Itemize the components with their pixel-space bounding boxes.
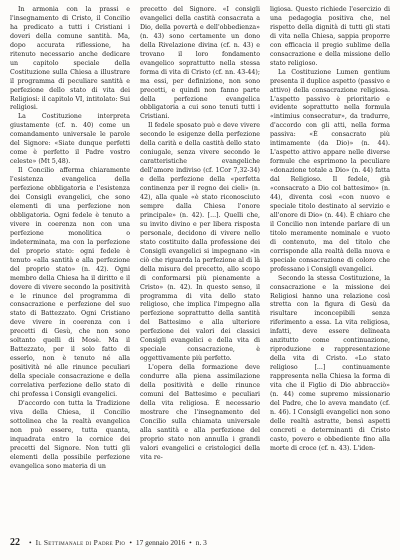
column-1 <box>10 6 130 526</box>
paragraph: precetto del Signore. «I consigli evangelici della castità consacrata a Dio, della povertà e dell'obbedienza» (n. 43) sono certamente un dono della Rivelazione divina (cf. n. 43) e trovano il loro fondamento evangelico soprattutto nella stessa forma di vita di Cristo (cf. nn. 43-44); ma essi, per definizione, non sono precetti, e quindi non fanno parte della perfezione evangelica obbligatoria a cui sono tenuti tutti i Cristiani. <box>140 6 260 121</box>
paragraph: Secondo la stessa Costituzione, la consacrazione e la missione dei Religiosi hanno una relazione così stretta con la figura di Gesù da risultare inconcepibili senza riferimento a essa. La vita religiosa, infatti, deve essere delineata anzitutto come continuazione, riproduzione e rappresentazione della vita di Cristo. «Lo stato religioso [...] continuamente rappresenta nella Chiesa la forma di vita che il Figlio di Dio abbracciò» (n. 44) come supremo missionario del Padre, che lo aveva mandato (cf. n. 46). I Consigli evangelici non sono delle realtà astratte, bensì aspetti concreti e determinanti di Cristo casto, povero e obbediente fino alla morte di croce (cf. n. 43). L'iden- <box>270 274 390 452</box>
paragraph: Il fedele sposato può e deve vivere secondo le esigenze della perfezione della carità e della castità dello stato coniugale, senza vivere secondo le caratteristiche evangeliche dell'amore indiviso (cf. 1Cor 7,32-34) e della perfezione della «perfetta continenza per il regno dei cieli» (n. 42), alla quale «è stato riconosciuto sempre dalla Chiesa l'onore principale» (n. 42). [...]. Quelli che, su invito divino e per libera risposta personale, decidono di vivere nello stato costituito dalla professione dei Consigli evangelici si impegnano «in ciò che riguarda la perfezione al di là della misura del precetto, allo scopo di conformarsi più pienamente a Cristo» (n. 42). In questo senso, il programma di vita dello stato religioso, che implica l'impegno alla perfezione soprattutto della santità del Battesimo e alla ulteriore perfezione dei valori dei classici Consigli evangelici e della vita di speciale consacrazione, è oggettivamente più perfetto. <box>140 122 260 363</box>
separator: • <box>189 538 192 547</box>
separator: • <box>129 538 132 547</box>
page-footer <box>10 537 390 548</box>
paragraph: In armonia con la prassi e l'insegnamento di Cristo, il Concilio ha predicato a tutti i Cristiani i doveri della comune santità. Ma, dopo accurata riflessione, ha ritenuto necessario anche dedicare un capitolo speciale della Costituzione sulla Chiesa a illustrare il programma di peculiare santità e perfezione dello stato di vita dei Religiosi: il capitolo VI, intitolato: Sui religiosi. <box>10 6 130 112</box>
issue-number: n. 3 <box>195 538 207 547</box>
paragraph: D'accordo con tutta la Tradizione viva della Chiesa, il Concilio sottolinea che la realtà evangelica non può essere, tutta quanta, inquadrata entro la cornice dei precetti del Signore. Non tutti gli elementi della possibile perfezione evangelica sono materia di un <box>10 399 130 470</box>
magazine-name: Il Settimanale di Padre Pio <box>35 538 126 547</box>
paragraph: Il Concilio afferma chiaramente l'esistenza evangelica della perfezione obbligatoria e l'esistenza dei Consigli evangelici, che sono elementi di una perfezione non obbligatoria. Ogni fedele è tenuto a vivere in coerenza non con una perfezione monolitica o indeterminata, ma con la perfezione del proprio stato: ogni fedele è tenuto «alla santità e alla perfezione del proprio stato» (n. 42). Ogni membro della Chiesa ha il diritto e il dovere di vivere secondo la positività e le rinunce del programma di consacrazione e perfezione del suo stato di Battezzato. Ogni Cristiano deve vivere in coerenza con i precetti di Gesù, che non sono soltanto quelli di Mosè. Ma il Battezzato, per il solo fatto di esserlo, non è tenuto né alla positività né alle rinunce peculiari della speciale consacrazione e della correlativa perfezione dello stato di chi professa i Consigli evangelici. <box>10 167 130 398</box>
paragraph: ligiosa. Questo richiede l'esercizio di una pedagogia positiva che, nel rispetto della dignità di tutti gli stati di vita nella Chiesa, sappia proporre con efficacia il pregio sublime della consacrazione e della missione dello stato religioso. <box>270 6 390 67</box>
page-number: 22 <box>10 537 20 548</box>
column-3 <box>270 6 390 526</box>
article-body <box>10 6 390 526</box>
separator: • <box>29 538 32 547</box>
paragraph: L'opera della formazione deve condurre alla piena assimilazione della positività e delle rinunce comuni del Battesimo e peculiari della vita religiosa. È necessario mostrare che l'insegnamento del Concilio sulla chiamata universale alla santità e alla perfezione del proprio stato non annulla i grandi valori evangelici e cristologici della vita re- <box>140 364 260 461</box>
paragraph: La Costituzione interpreta giustamente (cf. n. 40) come un comandamento universale le parole del Signore: «Siate dunque perfetti come è perfetto il Padre vostro celeste» (Mt 5,48). <box>10 113 130 166</box>
issue-date: 17 gennaio 2016 <box>135 538 186 547</box>
paragraph: La Costituzione Lumen gentium presenta il duplice aspetto (passivo e attivo) della consacrazione religiosa. L'aspetto passivo è prioritario e evidente soprattutto nella formula «intimius consecratur», da tradurre, d'accordo con gli atti, nella forma passiva: «È consacrato più intimamente (da Dio)» (n. 44). L'aspetto attivo appare nelle diverse formule che esprimono la peculiare «donazione totale a Dio» (n. 44) fatta dal Religioso. Il fedele, già «consacrato a Dio col battesimo» (n. 44), diventa così «con nuovo e speciale titolo destinato al servizio e all'onore di Dio» (n. 44). È chiaro che il Concilio non intende parlare di un titolo meramente nominale e vuoto di contenuto, ma del titolo che corrisponde alla realtà della nuova e speciale consacrazione di coloro che professano i Consigli evangelici. <box>270 68 390 273</box>
column-2 <box>140 6 260 526</box>
